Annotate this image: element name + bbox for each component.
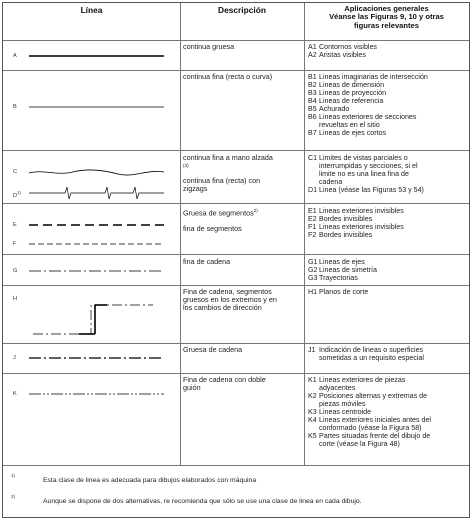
header-descripcion: Descripción [218,5,266,15]
line-label-e: E [13,222,17,228]
line-label-f: F [13,241,17,247]
description-j: Gruesa de cadena [183,345,243,354]
line-sample-d [29,187,164,199]
description-k: Fina de cadena con doble guión [183,375,266,392]
notes-divider [3,465,469,466]
description-h: Fina de cadena, segmentos gruesos en los extremos y en los cambios de dirección [183,287,277,312]
applications-k: K1 Lineas exteriores de piezas adyacentes K2 Posiciones alternas y extremas de piezas móviles K3 Lineas centroide K4 Lineas exteriores iniciales antes del conformado (véase la Figura 58) K5 Partes situadas frente del dibujo de corte (véase la Figura 48) [308,376,431,448]
applications-e-f: E1 Lineas exteriores invisibles E2 Bordes invisibles F1 Lineas exteriores invisibles F2 Bordes invisibles [308,207,404,239]
description-d-2: zigzags [183,184,208,193]
footnote-1-mark: 1) [11,473,16,478]
line-label-a: A [13,53,17,59]
applications-j: J1 Indicación de lineas o superficies sometidas a un requisito especial [308,346,424,362]
footnote-mark-3: (3) [183,163,189,168]
column-divider [304,3,305,465]
line-samples [3,3,180,465]
description-g: fina de cadena [183,257,231,266]
description-f: fina de segmentos [183,224,242,233]
description-d: continua fina (recta) con [183,176,261,185]
line-label-g: G [13,268,18,274]
applications-g: G1 Lineas de ejes G2 Lineas de simetría G3 Trayectorias [308,258,377,282]
footnote-1-text: Esta clase de linea es adecuada para dibujos elaborados con máquina [43,477,257,484]
header-linea: Línea [80,5,103,15]
footnote-2-mark: 2) [11,494,16,499]
line-sample-h [33,305,153,334]
description-c: continua fina a mano alzada [183,153,273,162]
line-label-c: C [13,169,18,175]
line-sample-c [29,170,164,175]
applications-c-d: C1 Limites de vistas parciales o interrumpidas y secciones, si el limite no es una linea fina de cadena D1 Linea (véase las Figuras 53 y 54) [308,154,424,194]
footnote-2-text: Aunque se dispone de dos alternativas, re recomienda que sólo se use una clase de linea en cada dibujo. [43,498,362,505]
line-label-j: J [13,355,16,361]
line-label-d: $D^{1)}$ [13,190,22,199]
description-b: continua fina (recta o curva) [183,72,273,81]
line-label-k: K [13,391,17,397]
applications-h: H1 Planos de corte [308,288,369,296]
description-e: Gruesa de segmentos$^{2)}$ [183,208,258,218]
line-label-b: B [13,104,17,110]
line-types-table [2,2,470,518]
applications-a: A1 Contornos visibles A2 Aristas visibles [308,43,377,59]
header-aplicaciones: Aplicaciones generales Véanse las Figuras 9, 10 y otras figuras relevantes [329,4,444,30]
column-divider [180,3,181,465]
applications-b: B1 Lineas imaginarias de intersección B2 Lineas de dimensión B3 Lineas de proyección B4 Lineas de referencia B5 Achurado B6 Lineas exteriores de secciones revueltas en el sitio B7 Lineas de ejes cortos [308,73,428,137]
description-a: continua gruesa [183,42,235,51]
line-label-h: H [13,296,18,302]
